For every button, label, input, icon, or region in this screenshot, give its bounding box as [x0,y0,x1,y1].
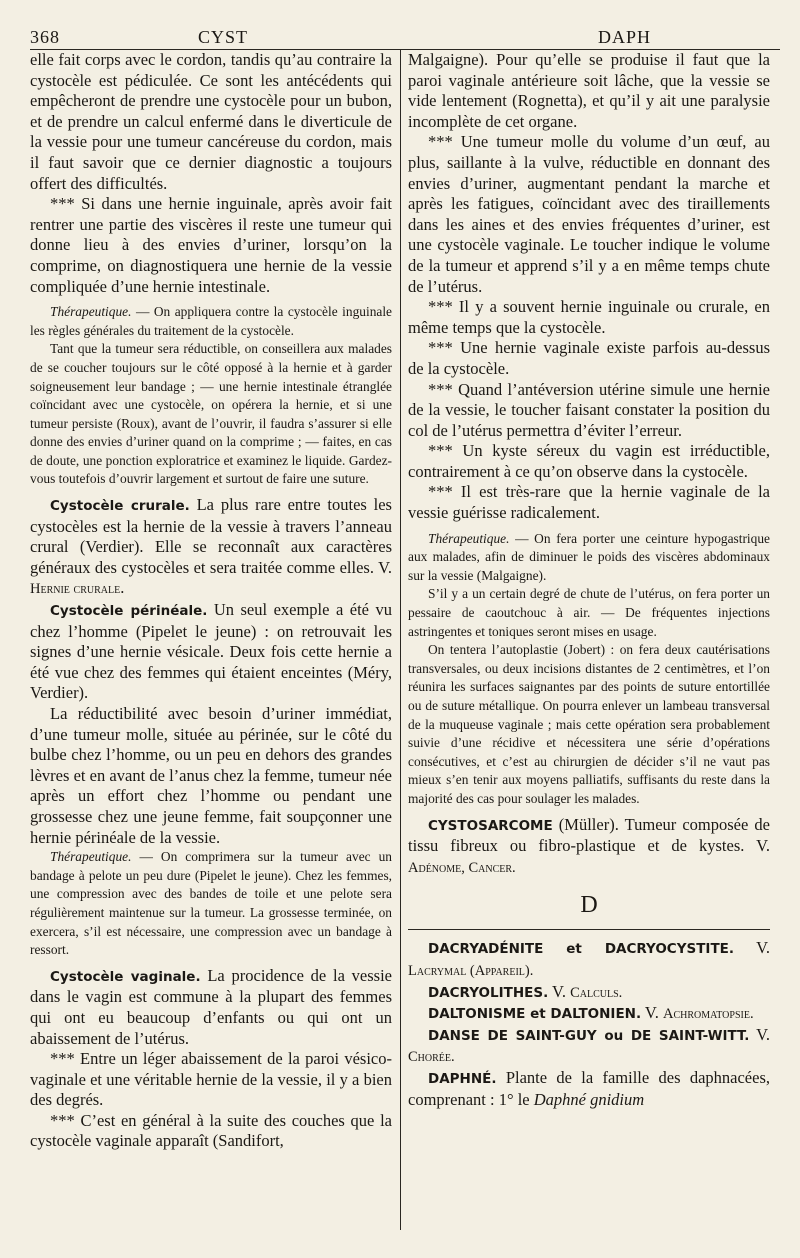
column-divider [400,50,401,1230]
entry-paragraph [408,938,770,981]
entry-paragraph [408,1025,770,1068]
entry-text: (Müller). Tumeur composée de tissu fibreux ou fibro-plastique et de kystes. V. [408,814,770,856]
left-column [30,50,392,1152]
entry-heading: Cystocèle périnéale. [50,603,208,620]
paragraph: *** Il y a souvent hernie inguinale ou crurale, en même temps que la cystocèle. [408,297,770,337]
therapeutics-label: Thérapeutique. [428,530,510,546]
section-letter: D [580,892,598,919]
right-column [408,50,770,1110]
section-rule [408,929,770,930]
therapeutics-paragraph [408,530,770,586]
therapeutics-label: Thérapeutique. [50,304,132,320]
right-running-title: DAPH [598,27,652,47]
entry-text: Un seul exemple a été vu chez l’homme (Pipelet le jeune) : on retrouvait les signes d’une hernie vésicale. Deux fois cette hernie a été vue chez des femmes qui étaient enceintes (Méry, Verdier). [30,600,392,703]
entry-text: V. [734,938,770,958]
entry-text: V. [548,981,571,1001]
entry-heading: Cystocèle crurale. [50,498,190,515]
entry-text: Plante de la famille des daphnacées, comprenant : 1° le [408,1067,770,1109]
paragraph: elle fait corps avec le cordon, tandis qu’au contraire la cystocèle est pédiculée. Ce sont les antécédents qui empêcheront de prendre une cystocèle pour un bubon, et de prendre un calcul enfermé dans le diverticule de la vessie pour une tumeur cancéreuse du cordon, mais il faut savoir que ce dernier diagnostic a toujours offert des difficultés. [30,50,392,193]
paragraph: S’il y a un certain degré de chute de l’utérus, on fera porter un pessaire de caoutchouc à air. — De fréquentes injections astringentes et toniques seront mises en usage. [408,586,770,639]
cross-reference: Calculs. [570,984,623,1001]
entry-heading: CYSTOSARCOME [428,817,553,834]
left-running-title: CYST [198,27,249,47]
cross-reference: Adénome, Cancer. [408,859,516,876]
entry-heading: DANSE DE SAINT-GUY ou DE SAINT-WITT. [428,1027,750,1044]
cross-reference: Chorée. [408,1049,455,1066]
therapeutics-paragraph [30,303,392,340]
entry-heading: DAPHNÉ. [428,1070,497,1087]
entry-text: V. [641,1003,663,1023]
therapeutics-text: — On appliquera contre la cystocèle inguinale les règles générales du traitement de la cystocèle. [30,304,392,338]
paragraph: Tant que la tumeur sera réductible, on conseillera aux malades de se coucher toujours sur le côté opposé à la hernie et à garder soigneusement leur bandage ; — une hernie intestinale étranglée coïncidant avec une cystocèle, on opérera la hernie, et si une tumeur persiste (Roux), avant de l’ouvrir, il faudra s’assurer si elle donne des envies d’uriner quand on la comprime ; — faites, en cas de doute, une ponction exploratrice et examinez le liquide. Gardez-vous toutefois d’ouvrir largement et surtout de faire une suture. [30,341,392,487]
entry-heading: DACRYADÉNITE et DACRYOCYSTITE. [428,941,735,958]
cross-reference: Achromatopsie. [662,1006,754,1023]
cross-reference: Lacrymal (Appareil). [408,962,534,979]
italic-term: Daphné gnidium [533,1089,645,1109]
paragraph: *** C’est en général à la suite des couches que la cystocèle vaginale apparaît (Sandifort, [30,1110,392,1151]
cross-reference: Hernie crurale [30,581,121,598]
paragraph: *** Il est très-rare que la hernie vaginale de la vessie guérisse radicalement. [408,482,770,523]
paragraph: La réductibilité avec besoin d’uriner immédiat, d’une tumeur molle, située au périnée, sur le côté du bulbe chez l’homme, ou un peu en dehors des grandes lèvres et en avant de l’anus chez la femme, tumeur née après un effort chez l’homme ou pendant une grossesse chez une jeune femme, fait soupçonner une hernie périnéale de la vessie. [30,704,392,847]
entry-text: La plus rare entre toutes les cystocèles est la hernie de la vessie à travers l’anneau crural (Verdier). Elle se reconnaît aux caractères généraux des cystocèles et sera traitée comme elles. V. [30,495,392,577]
paragraph: Malgaigne). Pour qu’elle se produise il faut que la paroi vaginale antérieure soit lâche, que la vessie se vide lentement (Rognetta), et qu’il y ait une paralysie incomplète de cet organe. [408,50,770,131]
entry-paragraph: Cystocèle crurale. La plus rare entre toutes les cystocèles est la hernie de la vessie à travers l’anneau crural (Verdier). Elle se reconnaît aux caractères généraux des cystocèles et sera traitée comme elles. V. Hernie crurale. [30,495,392,598]
paragraph: *** Un kyste séreux du vagin est irréductible, contrairement à ce qu’on observe dans la cystocèle. [408,441,770,481]
paragraph: *** Une hernie vaginale existe parfois au-dessus de la cystocèle. [408,338,770,378]
therapeutics-text: — On comprimera sur la tumeur avec un bandage à pelote un peu dure (Pipelet le jeune). Chez les femmes, une compression avec des bandes de toile et une pelote sera régulièrement maintenue sur la tumeur. La grossesse terminée, on exercera, s’il est nécessaire, une compression avec un bandage à ressort. [30,849,392,958]
paragraph: *** Quand l’antéversion utérine simule une hernie de la vessie, le toucher faisant constater la position du col de l’utérus permettra d’éviter l’erreur. [408,379,770,440]
paragraph: *** Une tumeur molle du volume d’un œuf, au plus, saillante à la vulve, réductible en donnant des envies d’uriner, augmentant pendant la marche et après les fatigues, coïncidant avec des tiraillements dans les aines et des envies fréquentes d’uriner, est une cystocèle vaginale. Le toucher indique le volume de la tumeur et apprend s’il y a en même temps chute de l’utérus. [408,132,770,296]
therapeutics-label: Thérapeutique. [50,849,132,865]
entry-heading: DACRYOLITHES. [428,984,549,1001]
page-number: 368 [30,27,60,47]
entry-paragraph [408,982,770,1004]
entry-heading: Cystocèle vaginale. [50,968,201,985]
entry-paragraph [408,1068,770,1110]
paragraph: *** Entre un léger abaissement de la paroi vésico-vaginale et une véritable hernie de la vessie, il y a bien des degrés. [30,1049,392,1110]
entry-paragraph [408,1003,770,1025]
entry-paragraph [30,966,392,1049]
paragraph: On tentera l’autoplastie (Jobert) : on fera deux cautérisations transversales, ou deux incisions distantes de 2 centimètres, et l’on réunira les surfaces saignantes par des points de suture entortillée ou de suture métallique. On pourra enlever un lambeau transversal de la muqueuse vaginale ; mais cette opération sera probablement suivie d’une récidive et nécessitera une série d’opérations consécutives, et c’est au chirurgien de décider s’il ne vaut pas mieux s’en tenir aux moyens palliatifs, suffisants du reste dans la majorité des cas pour soulager les malades. [408,642,770,806]
entry-text: V. [749,1024,770,1044]
entry-paragraph [30,600,392,704]
running-header [30,27,778,49]
therapeutics-paragraph [30,848,392,960]
entry-paragraph [408,815,770,879]
entry-heading: DALTONISME et DALTONIEN. [428,1006,642,1023]
paragraph: *** Si dans une hernie inguinale, après avoir fait rentrer une partie des viscères il reste une tumeur qui donne lieu à des envies d’uriner, lorsqu’on la comprime, on diagnostiquera une hernie de la vessie compliquée d’une hernie intestinale. [30,194,392,296]
therapeutics-text: — On fera porter une ceinture hypogastrique aux malades, afin de diminuer le poids des viscères abdominaux sur la vessie (Malgaigne). [408,530,770,583]
entry-text: La procidence de la vessie dans le vagin est commune à la plupart des femmes qui ont eu beaucoup d’enfants ou qui ont un abaissement de l’utérus. [30,965,392,1048]
